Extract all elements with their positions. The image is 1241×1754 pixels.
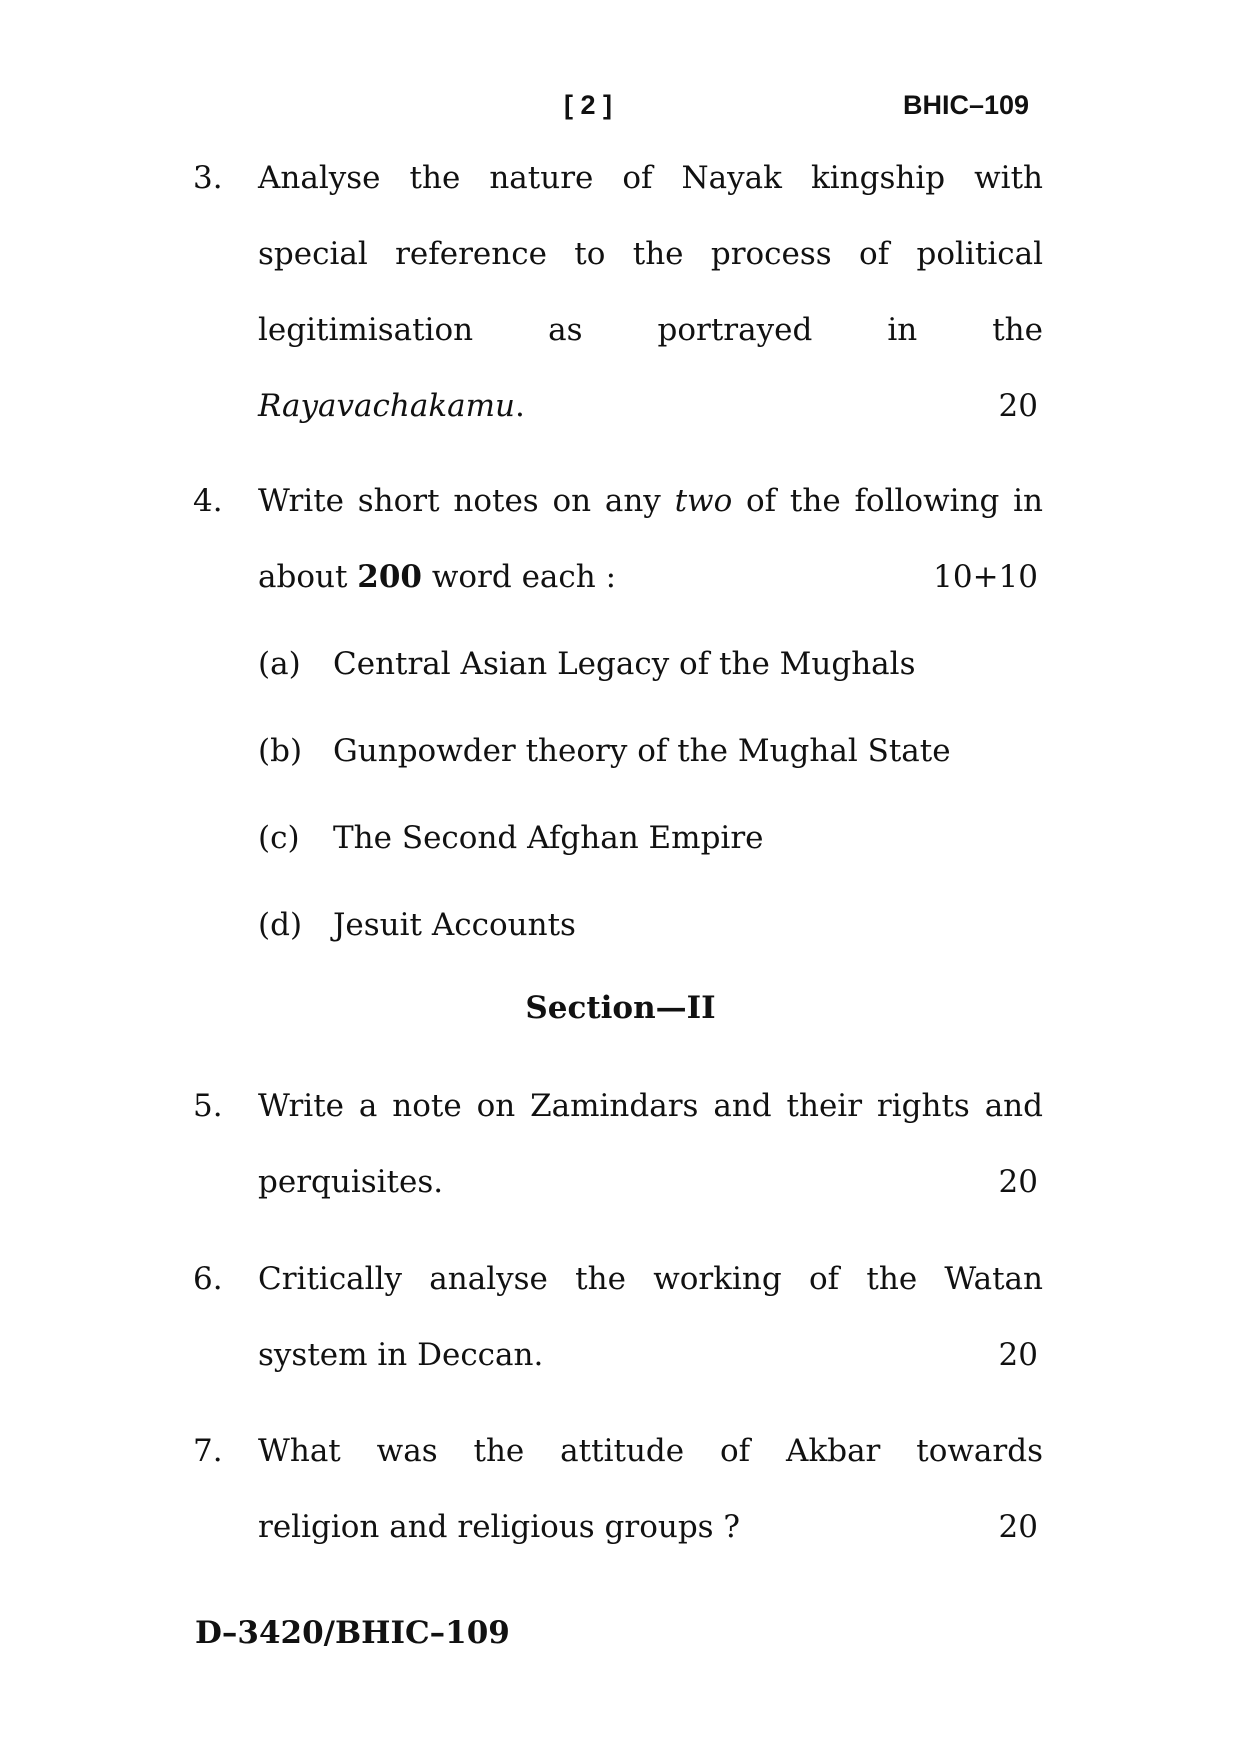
- option-label: (c): [258, 820, 300, 856]
- punctuation: .: [514, 388, 525, 424]
- question-line: Analyse the nature of Nayak kingship with: [258, 160, 1043, 196]
- question-line: [258, 388, 1043, 428]
- option-label: (d): [258, 907, 303, 943]
- marks: 20: [998, 388, 1038, 424]
- option-c: [258, 820, 764, 856]
- text-run: about: [258, 559, 358, 595]
- text-run: of the following in: [732, 483, 1043, 519]
- question-number: 4.: [193, 483, 223, 519]
- option-d: [258, 907, 576, 943]
- question-line: [258, 483, 1043, 523]
- question-number: 3.: [193, 160, 223, 196]
- text-run: Write short notes on any: [258, 483, 675, 519]
- option-text: Central Asian Legacy of the Mughals: [333, 646, 916, 682]
- marks: 20: [998, 1509, 1038, 1545]
- question-line: system in Deccan.: [258, 1337, 544, 1373]
- question-number: 7.: [193, 1433, 223, 1469]
- option-text: Jesuit Accounts: [333, 907, 576, 943]
- question-line: legitimisation as portrayed in the: [258, 312, 1043, 348]
- question-number: 5.: [193, 1088, 223, 1124]
- question-number: 6.: [193, 1261, 223, 1297]
- option-a: [258, 646, 916, 682]
- section-title: Section—II: [525, 990, 716, 1026]
- emphasis: two: [674, 483, 733, 519]
- option-text: The Second Afghan Empire: [333, 820, 764, 856]
- question-line: Write a note on Zamindars and their rights and: [258, 1088, 1043, 1124]
- option-label: (a): [258, 646, 301, 682]
- question-line: religion and religious groups ?: [258, 1509, 741, 1545]
- paper-code: BHIC–109: [903, 90, 1030, 120]
- question-line: Critically analyse the working of the Watan: [258, 1261, 1043, 1297]
- marks: 20: [998, 1337, 1038, 1373]
- page-number: [ 2 ]: [564, 90, 613, 120]
- word-count: 200: [357, 559, 422, 595]
- option-b: [258, 733, 951, 769]
- question-line: perquisites.: [258, 1164, 444, 1200]
- question-line: special reference to the process of political: [258, 236, 1043, 272]
- question-line: [258, 559, 1043, 599]
- option-text: Gunpowder theory of the Mughal State: [333, 733, 951, 769]
- book-title: Rayavachakamu: [258, 388, 515, 424]
- marks: 20: [998, 1164, 1038, 1200]
- question-line: What was the attitude of Akbar towards: [258, 1433, 1043, 1469]
- footer-code: D–3420/BHIC–109: [195, 1615, 510, 1651]
- marks: 10+10: [933, 559, 1038, 595]
- option-label: (b): [258, 733, 303, 769]
- text-run: word each :: [422, 559, 617, 595]
